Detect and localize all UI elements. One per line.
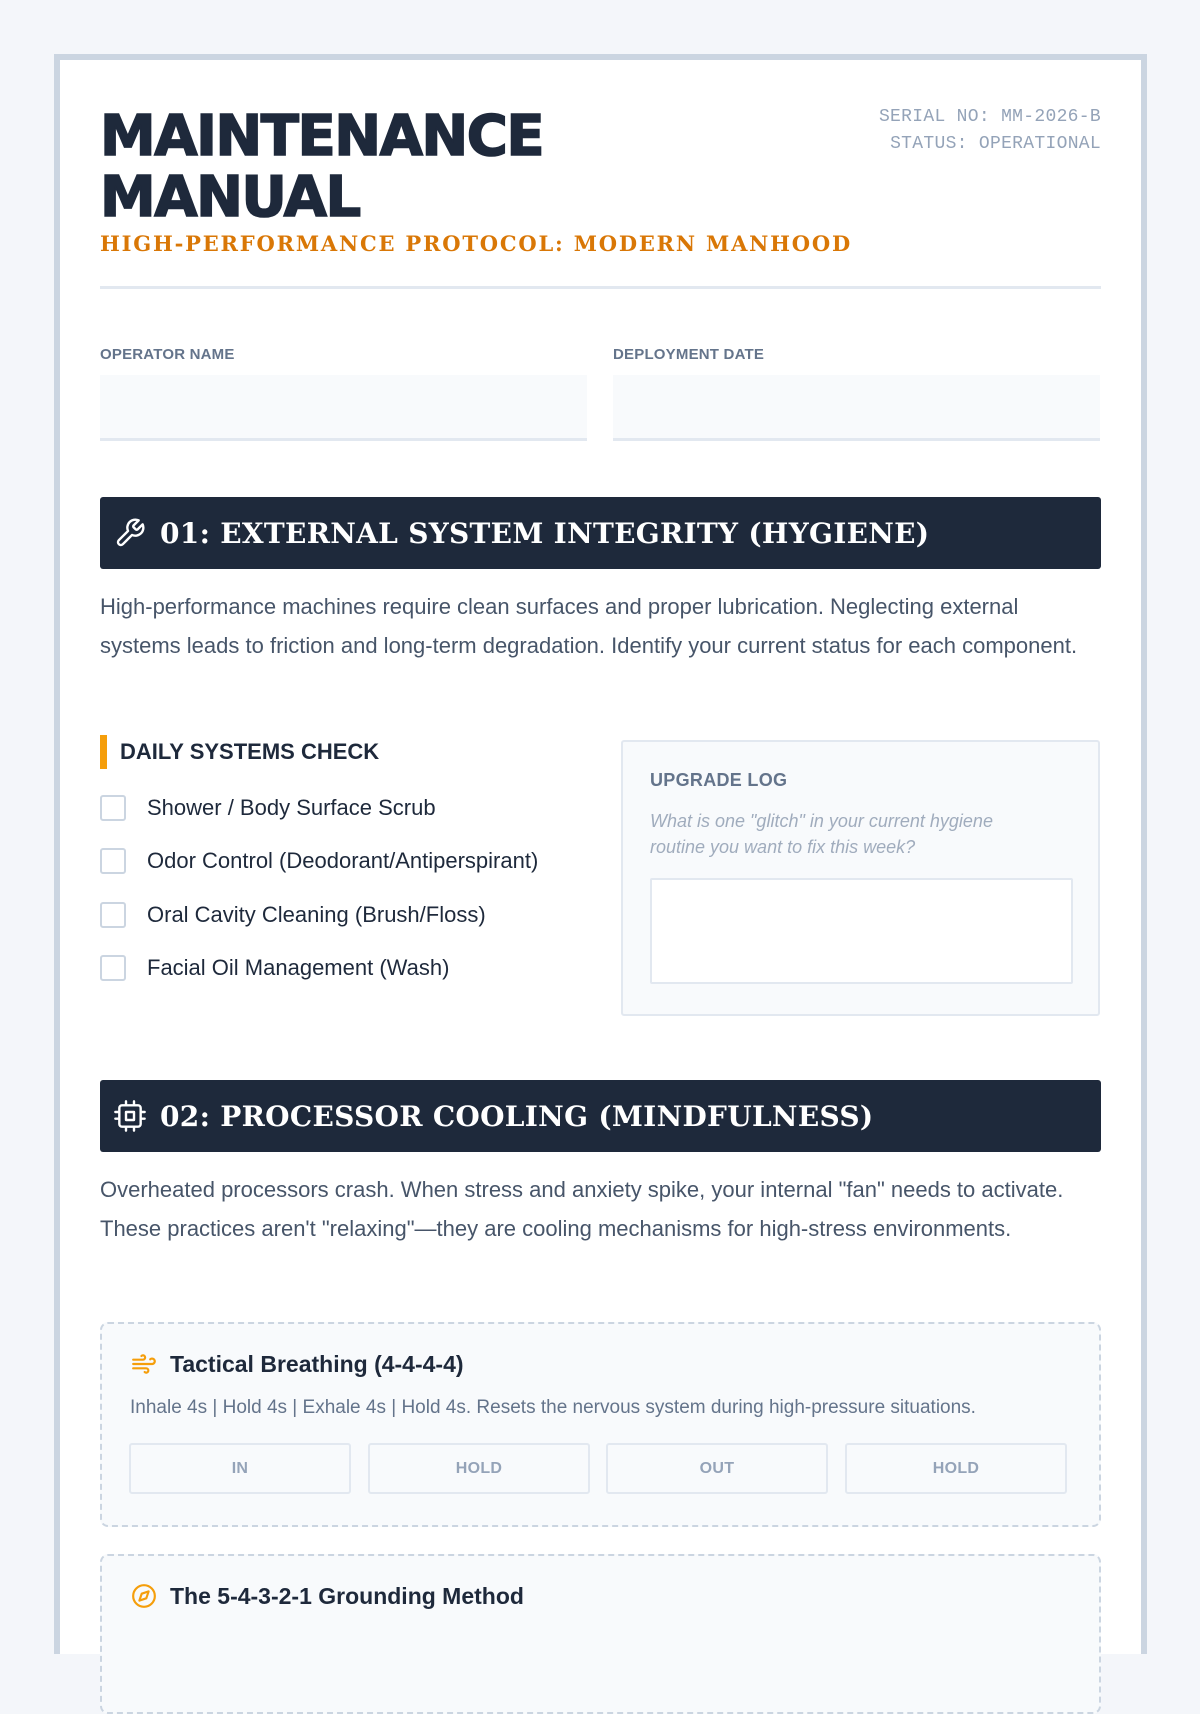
practice-title: Tactical Breathing (4-4-4-4)	[170, 1350, 464, 1377]
operator-name-label: OPERATOR NAME	[100, 346, 235, 363]
checklist-item[interactable]	[100, 953, 449, 983]
checklist-item-label: Shower / Body Surface Scrub	[147, 795, 436, 820]
page-title: MAINTENANCE MANUAL	[100, 104, 544, 230]
deployment-date-input[interactable]	[613, 375, 1100, 441]
checklist-item-label: Facial Oil Management (Wash)	[147, 955, 450, 980]
practice-card-header	[130, 1582, 524, 1610]
upgrade-log-title: UPGRADE LOG	[650, 770, 788, 790]
cpu-chip-icon	[112, 1098, 148, 1134]
section-1-title: 01: EXTERNAL SYSTEM INTEGRITY (HYGIENE)	[160, 516, 930, 550]
practice-card-breathing	[100, 1322, 1101, 1527]
breath-step-hold-button[interactable]: HOLD	[845, 1443, 1067, 1494]
checklist-title: DAILY SYSTEMS CHECK	[100, 735, 379, 769]
checklist-item-label: Oral Cavity Cleaning (Brush/Floss)	[147, 902, 486, 927]
practice-card-grounding	[100, 1554, 1101, 1714]
upgrade-log-prompt: What is one "glitch" in your current hygiene routine you want to fix this week?	[650, 811, 993, 857]
manual-sheet	[54, 54, 1147, 1654]
breath-step-hold-button[interactable]: HOLD	[368, 1443, 590, 1494]
practice-card-header	[130, 1350, 464, 1378]
practice-description: Inhale 4s | Hold 4s | Exhale 4s | Hold 4s. Resets the nervous system during high-pressure situations.	[130, 1397, 976, 1418]
section-1-header	[100, 497, 1101, 569]
checklist-item-label: Odor Control (Deodorant/Antiperspirant)	[147, 848, 539, 873]
deployment-date-label: DEPLOYMENT DATE	[613, 346, 765, 363]
breath-step-out-button[interactable]: OUT	[606, 1443, 828, 1494]
page-subtitle: HIGH-PERFORMANCE PROTOCOL: MODERN MANHOOD	[100, 231, 853, 256]
checkbox[interactable]	[100, 795, 126, 821]
checklist-item[interactable]	[100, 900, 486, 930]
upgrade-log-input[interactable]	[650, 878, 1073, 984]
checkbox[interactable]	[100, 955, 126, 981]
serial-number: SERIAL NO: MM-2026-B	[878, 107, 1101, 127]
breath-step-in-button[interactable]: IN	[129, 1443, 351, 1494]
header-divider	[100, 286, 1101, 289]
compass-icon	[130, 1582, 158, 1610]
section-1-description: High-performance machines require clean surfaces and proper lubrication. Neglecting external systems leads to friction and long-term degradation. Identify your current status for each component.	[100, 594, 1078, 658]
wind-icon	[130, 1350, 158, 1378]
practice-title: The 5-4-3-2-1 Grounding Method	[170, 1582, 524, 1609]
operator-name-input[interactable]	[100, 375, 587, 441]
status-text: STATUS: OPERATIONAL	[890, 134, 1101, 154]
section-2-header	[100, 1080, 1101, 1152]
checklist-item[interactable]	[100, 846, 538, 876]
wrench-icon	[112, 515, 148, 551]
checkbox[interactable]	[100, 902, 126, 928]
document-meta	[861, 104, 1101, 158]
checkbox[interactable]	[100, 848, 126, 874]
section-2-description: Overheated processors crash. When stress and anxiety spike, your internal "fan" needs to activate. These practices aren't "relaxing"—they are cooling mechanisms for high-stress environments.	[100, 1177, 1064, 1241]
upgrade-log-panel	[621, 740, 1100, 1016]
section-2-title: 02: PROCESSOR COOLING (MINDFULNESS)	[160, 1099, 874, 1133]
checklist-item[interactable]	[100, 793, 436, 823]
